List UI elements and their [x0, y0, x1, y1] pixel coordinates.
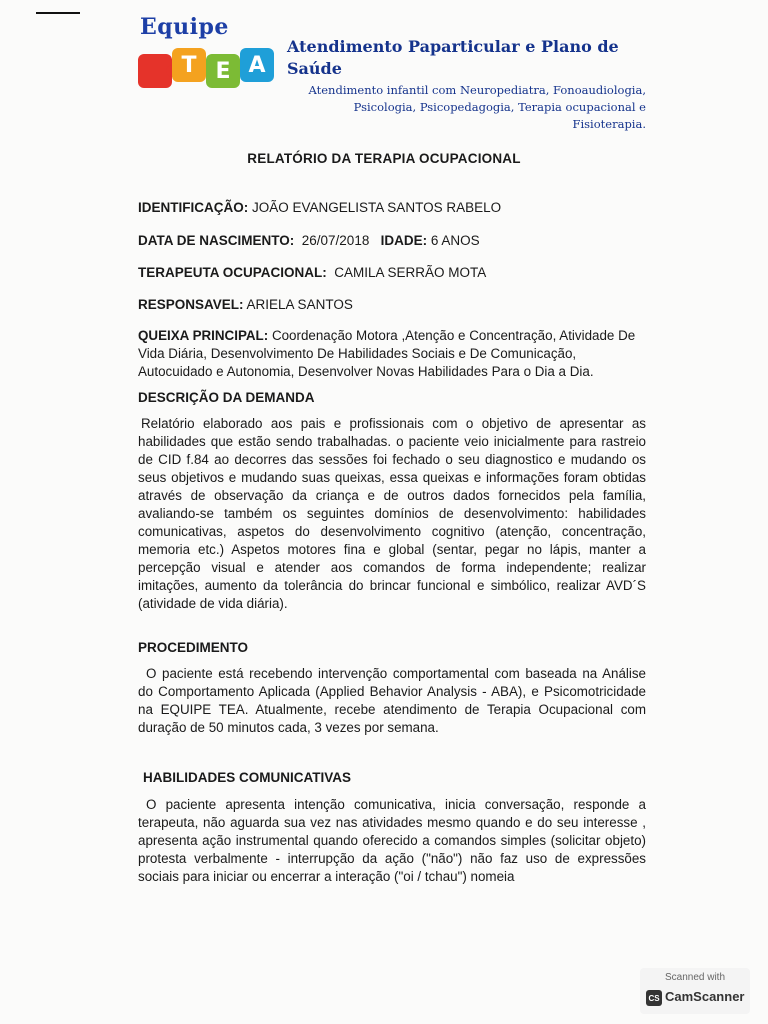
field-value: ARIELA SANTOS — [246, 297, 353, 312]
field-value: JOÃO EVANGELISTA SANTOS RABELO — [252, 200, 502, 215]
field-terapeuta — [138, 265, 486, 280]
field-value-idade: 6 ANOS — [430, 233, 480, 248]
header-subtitle-line2: Psicologia, Psicopedagogia, Terapia ocupacional e Fisioterapia. — [353, 100, 646, 131]
field-label: QUEIXA PRINCIPAL: — [138, 328, 269, 343]
camscanner-watermark — [640, 968, 750, 1014]
watermark-scanned-with: Scanned with — [664, 972, 726, 983]
field-value: 26/07/2018 — [301, 233, 370, 248]
header-subtitle-line1: Atendimento infantil com Neuropediatra, Fonoaudiologia, — [308, 83, 646, 97]
report-title: RELATÓRIO DA TERAPIA OCUPACIONAL — [247, 151, 521, 166]
scan-edge-line — [36, 12, 80, 14]
field-nascimento — [138, 233, 480, 248]
field-label: DATA DE NASCIMENTO: — [138, 233, 295, 248]
field-value: CAMILA SERRÃO MOTA — [334, 265, 487, 280]
logo-word: Equipe — [140, 14, 229, 40]
puzzle-piece-orange: T — [172, 48, 206, 82]
section-title-demanda: DESCRIÇÃO DA DEMANDA — [138, 390, 315, 405]
puzzle-piece-blue: A — [240, 48, 274, 82]
header-subtitle — [290, 82, 646, 133]
field-value: Coordenação Motora ,Atenção e Concentração, Atividade De Vida Diária, Desenvolvimento De Habilidades Sociais e De Comunicação, Autocuidado e Autonomia, Desenvolver Novas Habilidades Para o Dia a Dia. — [138, 328, 636, 379]
puzzle-piece-green: E — [206, 54, 240, 88]
puzzle-piece-red — [138, 54, 172, 88]
equipe-tea-logo — [132, 14, 278, 102]
field-label: TERAPEUTA OCUPACIONAL: — [138, 265, 327, 280]
field-identificacao — [138, 200, 501, 215]
header-title: Atendimento Paparticular e Plano de Saúde — [287, 37, 619, 78]
section-title-habilidades: HABILIDADES COMUNICATIVAS — [143, 770, 351, 785]
camscanner-logo-icon: CS — [646, 990, 662, 1006]
field-responsavel — [138, 297, 353, 312]
section-text-habilidades: O paciente apresenta intenção comunicativa, inicia conversação, responde a terapeuta, não aguarda sua vez nas atividades mesmo quando e do seu interesse , apresenta ação instrumental quando oferecido a comandos simples (solicitar objeto) protesta verbalmente - interrupção da ação ("não") não faz uso de expressões sociais para iniciar ou encerrar a interação ("oi / tchau") nomeia — [138, 797, 646, 884]
section-text-procedimento: O paciente está recebendo intervenção comportamental com baseada na Análise do Comportamento Aplicada (Applied Behavior Analysis - ABA), e Psicomotricidade na EQUIPE TEA. Atualmente, recebe atendimento de Terapia Ocupacional com duração de 50 minutos cada, 3 vezes por semana. — [138, 666, 646, 735]
watermark-app-name: CamScanner — [665, 989, 745, 1004]
field-label: RESPONSAVEL: — [138, 297, 244, 312]
section-text-demanda: Relatório elaborado aos pais e profissionais com o objetivo de apresentar as habilidades que estão sendo trabalhadas. o paciente veio inicialmente para rastreio de CID f.84 ao decorres das sessões foi fechado o seu diagnostico e mudando os seus objetivos e mudando suas queixas, essa queixas e informações foram obtidas através de observação da criança e de outros dados fornecidos pela família, avaliando-se também os seguintes domínios de desenvolvimento: habilidades comunicativas, aspetos do desenvolvimento cognitivo (atenção, concentração, memoria etc.) Aspetos motores fina e global (sentar, pegar no lápis, manter a percepção visual e atender aos comandos de forma independente; realizar imitações, aumento da tolerância do brincar funcional e simbólico, realizar AVD´S (atividade de vida diária). — [138, 416, 646, 611]
field-label: IDENTIFICAÇÃO: — [138, 200, 249, 215]
section-title-procedimento: PROCEDIMENTO — [138, 640, 249, 655]
field-queixa — [138, 327, 638, 381]
field-label-idade: IDADE: — [380, 233, 428, 248]
